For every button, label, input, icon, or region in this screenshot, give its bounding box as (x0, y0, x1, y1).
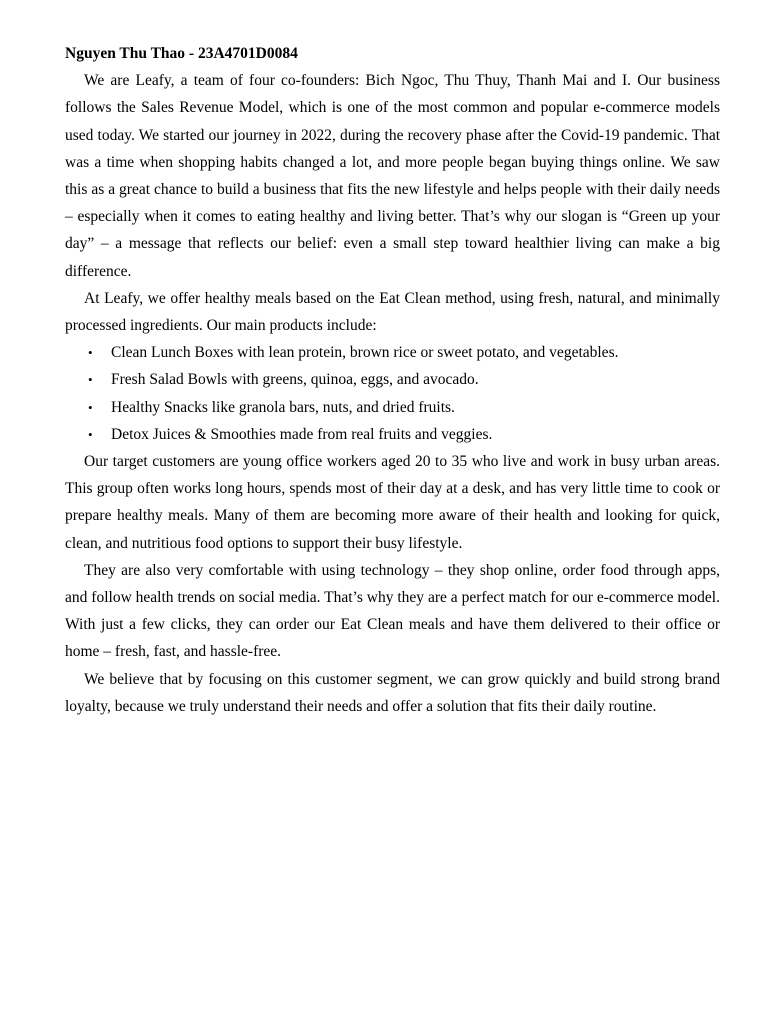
product-list (65, 339, 720, 448)
bullet-icon: • (88, 399, 93, 415)
bullet-icon: • (88, 372, 93, 388)
document-page (65, 40, 720, 720)
paragraph-technology: They are also very comfortable with using technology – they shop online, order food through apps, and follow health trends on social media. That’s why they are a perfect match for our e-commerce model. With just a few clicks, they can order our Eat Clean meals and have them delivered to their office or home – fresh, fast, and hassle-free. (65, 561, 720, 661)
list-item-text: Healthy Snacks like granola bars, nuts, and dried fruits. (111, 398, 455, 416)
bullet-icon: • (88, 426, 93, 442)
list-item (65, 394, 720, 421)
author-line: Nguyen Thu Thao - 23A4701D0084 (65, 45, 298, 62)
list-item-text: Fresh Salad Bowls with greens, quinoa, eggs, and avocado. (111, 371, 479, 389)
list-item-text: Detox Juices & Smoothies made from real fruits and veggies. (111, 425, 493, 443)
list-item (65, 339, 720, 366)
list-item (65, 421, 720, 448)
paragraph-intro: We are Leafy, a team of four co-founders: Bich Ngoc, Thu Thuy, Thanh Mai and I. Our business follows the Sales Revenue Model, which is one of the most common and popular e-commerce models used today. We started our journey in 2022, during the recovery phase after the Covid-19 pandemic. That was a time when shopping habits changed a lot, and more people began buying things online. We saw this as a great chance to build a business that fits the new lifestyle and helps people with their daily needs – especially when it comes to eating healthy and living better. That’s why our slogan is “Green up your day” – a message that reflects our belief: even a small step toward healthier living can make a big difference. (65, 72, 720, 280)
paragraph-target-customers: Our target customers are young office workers aged 20 to 35 who live and work in busy urban areas. This group often works long hours, spends most of their day at a desk, and has very little time to cook or prepare healthy meals. Many of them are becoming more aware of their health and looking for quick, clean, and nutritious food options to support their busy lifestyle. (65, 453, 720, 552)
list-item-text: Clean Lunch Boxes with lean protein, brown rice or sweet potato, and vegetables. (111, 344, 619, 362)
paragraph-products-intro: At Leafy, we offer healthy meals based on the Eat Clean method, using fresh, natural, and minimally processed ingredients. Our main products include: (65, 289, 720, 335)
bullet-icon: • (88, 345, 93, 361)
list-item (65, 366, 720, 393)
paragraph-conclusion: We believe that by focusing on this customer segment, we can grow quickly and build strong brand loyalty, because we truly understand their needs and offer a solution that fits their daily routine. (65, 670, 720, 715)
